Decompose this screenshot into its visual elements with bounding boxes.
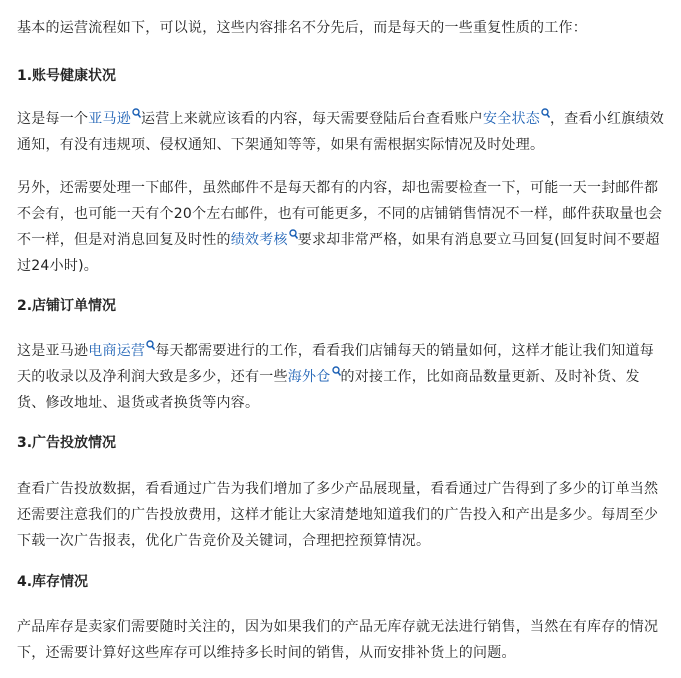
keyword-link-amazon[interactable]: 亚马逊 (88, 111, 141, 127)
inventory-paragraph: 产品库存是卖家们需要随时关注的，因为如果我们的产品无库存就无法进行销售，当然在有库存的情况下，还需要计算好这些库存可以维持多长时间的销售，从而安排补货上的问题。 (17, 619, 659, 661)
intro-text: 基本的运营流程如下，可以说，这些内容排名不分先后，而是每天的一些重复性质的工作： (17, 20, 587, 36)
search-icon (132, 108, 141, 119)
keyword-link-security-status[interactable]: 安全状态 (483, 111, 550, 127)
section-heading-account-health: 1.账号健康状况 (17, 68, 117, 84)
account-health-paragraph-2: 另外，还需要处理一下邮件，虽然邮件不是每天都有的内容，却也需要检查一下，可能一天一封邮件都不会有，也可能一天有个20个左右邮件，也有可能更多，不同的店铺销售情况不一样，邮件获取量也会不一样，但是对消息回复及时性的绩效考核 要求却非常严格，如果有消息要立马回复(回复时间不要超过24小时)。 (17, 180, 663, 274)
ad-campaigns-paragraph: 查看广告投放数据，看看通过广告为我们增加了多少产品展现量，看看通过广告得到了多少的订单当然还需要注意我们的广告投放费用，这样才能让大家清楚地知道我们的广告投入和产出是多少。每周至少下载一次广告报表，优化广告竞价及关键词，合理把控预算情况。 (17, 481, 659, 549)
search-icon (541, 108, 550, 119)
section-heading-inventory: 4.库存情况 (17, 574, 89, 590)
keyword-link-ecommerce-operations[interactable]: 电商运营 (88, 343, 155, 359)
section-heading-store-orders: 2.店铺订单情况 (17, 298, 117, 314)
store-orders-paragraph: 这是亚马逊电商运营 每天都需要进行的工作，看看我们店铺每天的销量如何，这样才能让我们知道每天的收录以及净利润大致是多少，还有一些海外仓 的对接工作，比如商品数量更新、及时补货、发货、修改地址、退货或者换货等内容。 (17, 338, 667, 416)
search-icon (146, 340, 155, 351)
search-icon (289, 229, 298, 240)
search-icon (332, 366, 341, 377)
keyword-link-overseas-warehouse[interactable]: 海外仓 (288, 369, 341, 385)
account-health-paragraph-1: 这是每一个亚马逊 运营上来就应该看的内容，每天需要登陆后台查看账户安全状态 ，查看小红旗绩效通知，有没有违规项、侵权通知、下架通知等等，如果有需根据实际情况及时处理。 (17, 106, 667, 158)
section-heading-ad-campaigns: 3.广告投放情况 (17, 435, 117, 451)
keyword-link-performance-review[interactable]: 绩效考核 (231, 232, 298, 248)
